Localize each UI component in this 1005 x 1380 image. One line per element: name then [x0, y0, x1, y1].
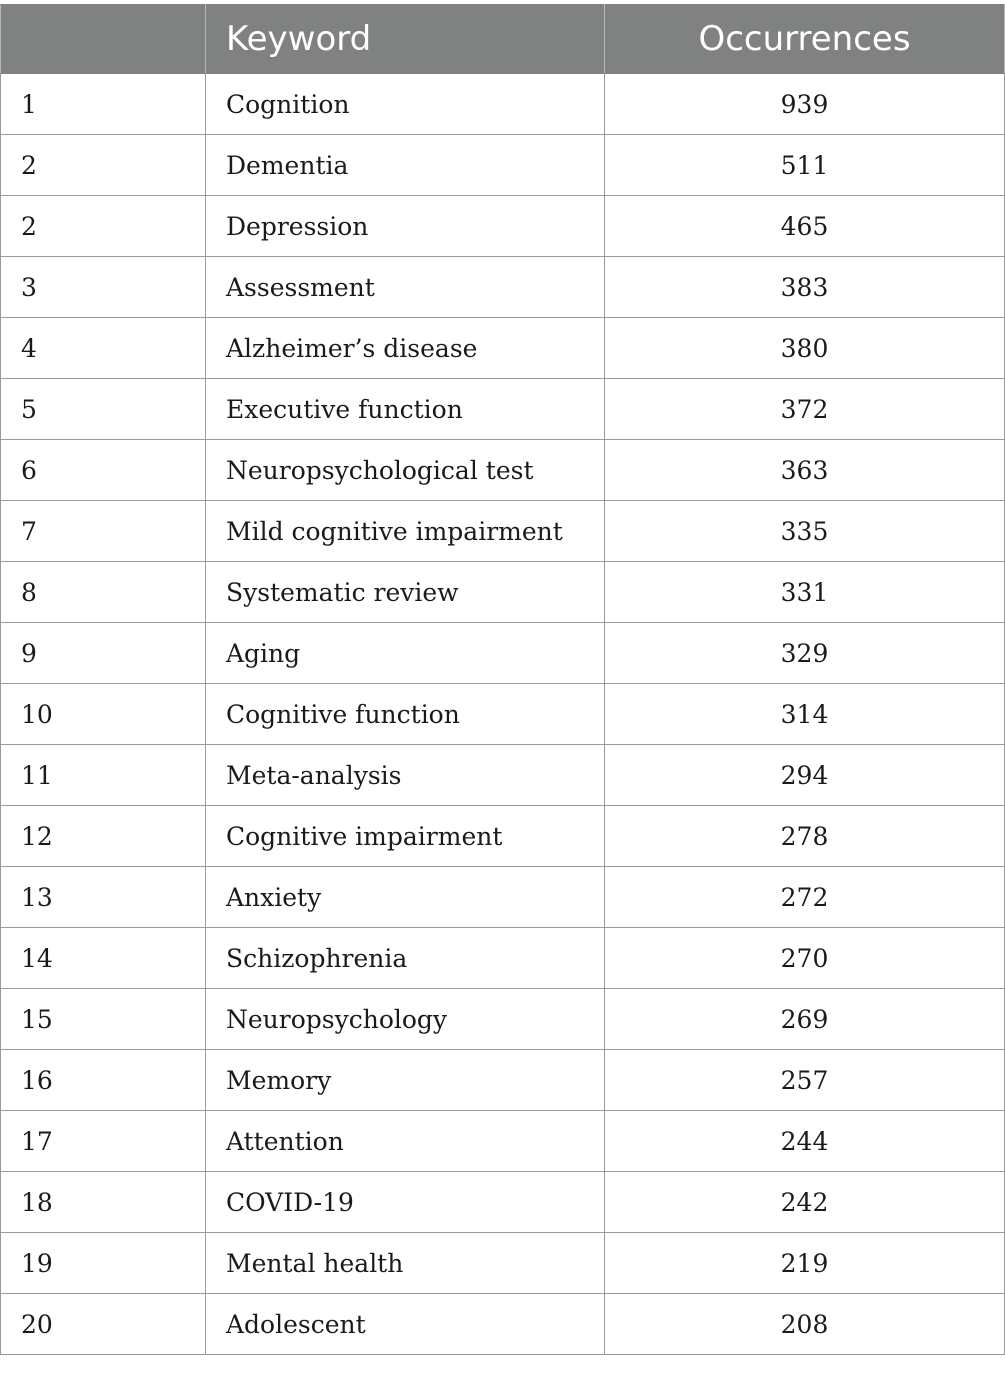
occurrences-cell: 465: [605, 196, 1005, 257]
table-row: [1, 1233, 1005, 1294]
table-row: [1, 562, 1005, 623]
keyword-cell: Depression: [206, 196, 605, 257]
rank-cell: 4: [1, 318, 206, 379]
header-rank: [1, 5, 206, 74]
occurrences-cell: 244: [605, 1111, 1005, 1172]
keyword-cell: Memory: [206, 1050, 605, 1111]
occurrences-cell: 242: [605, 1172, 1005, 1233]
keyword-cell: Neuropsychology: [206, 989, 605, 1050]
keyword-cell: Attention: [206, 1111, 605, 1172]
table-row: [1, 867, 1005, 928]
header-occurrences: Occurrences: [605, 5, 1005, 74]
rank-cell: 14: [1, 928, 206, 989]
keyword-cell: Assessment: [206, 257, 605, 318]
occurrences-cell: 278: [605, 806, 1005, 867]
rank-cell: 3: [1, 257, 206, 318]
table-body: [1, 74, 1005, 1355]
occurrences-cell: 511: [605, 135, 1005, 196]
table-row: [1, 196, 1005, 257]
keyword-occurrences-table: [0, 4, 1005, 1355]
occurrences-cell: 331: [605, 562, 1005, 623]
keyword-cell: Schizophrenia: [206, 928, 605, 989]
table-row: [1, 806, 1005, 867]
table-header: [1, 5, 1005, 74]
rank-cell: 11: [1, 745, 206, 806]
table-row: [1, 1111, 1005, 1172]
rank-cell: 2: [1, 135, 206, 196]
keyword-cell: Neuropsychological test: [206, 440, 605, 501]
keyword-cell: Anxiety: [206, 867, 605, 928]
table-row: [1, 1172, 1005, 1233]
keyword-cell: Cognition: [206, 74, 605, 135]
rank-cell: 6: [1, 440, 206, 501]
table-row: [1, 928, 1005, 989]
table-row: [1, 1294, 1005, 1355]
keyword-cell: Dementia: [206, 135, 605, 196]
rank-cell: 18: [1, 1172, 206, 1233]
rank-cell: 7: [1, 501, 206, 562]
rank-cell: 17: [1, 1111, 206, 1172]
table-row: [1, 989, 1005, 1050]
table-row: [1, 684, 1005, 745]
occurrences-cell: 363: [605, 440, 1005, 501]
table-row: [1, 623, 1005, 684]
table-row: [1, 1050, 1005, 1111]
occurrences-cell: 372: [605, 379, 1005, 440]
occurrences-cell: 314: [605, 684, 1005, 745]
rank-cell: 5: [1, 379, 206, 440]
keyword-cell: Alzheimer’s disease: [206, 318, 605, 379]
keyword-cell: Meta-analysis: [206, 745, 605, 806]
table-row: [1, 74, 1005, 135]
keyword-cell: COVID-19: [206, 1172, 605, 1233]
header-row: [1, 5, 1005, 74]
keyword-cell: Systematic review: [206, 562, 605, 623]
table-row: [1, 745, 1005, 806]
occurrences-cell: 329: [605, 623, 1005, 684]
table-row: [1, 318, 1005, 379]
rank-cell: 2: [1, 196, 206, 257]
keyword-cell: Cognitive function: [206, 684, 605, 745]
occurrences-cell: 257: [605, 1050, 1005, 1111]
keyword-cell: Aging: [206, 623, 605, 684]
occurrences-cell: 335: [605, 501, 1005, 562]
occurrences-cell: 294: [605, 745, 1005, 806]
table-row: [1, 440, 1005, 501]
table-row: [1, 135, 1005, 196]
occurrences-cell: 380: [605, 318, 1005, 379]
rank-cell: 13: [1, 867, 206, 928]
rank-cell: 1: [1, 74, 206, 135]
table-row: [1, 379, 1005, 440]
rank-cell: 10: [1, 684, 206, 745]
rank-cell: 12: [1, 806, 206, 867]
header-keyword: Keyword: [206, 5, 605, 74]
occurrences-cell: 269: [605, 989, 1005, 1050]
rank-cell: 8: [1, 562, 206, 623]
occurrences-cell: 270: [605, 928, 1005, 989]
rank-cell: 15: [1, 989, 206, 1050]
keyword-cell: Adolescent: [206, 1294, 605, 1355]
occurrences-cell: 272: [605, 867, 1005, 928]
keyword-cell: Executive function: [206, 379, 605, 440]
table-row: [1, 501, 1005, 562]
occurrences-cell: 383: [605, 257, 1005, 318]
keyword-cell: Mental health: [206, 1233, 605, 1294]
rank-cell: 16: [1, 1050, 206, 1111]
keyword-cell: Cognitive impairment: [206, 806, 605, 867]
occurrences-cell: 208: [605, 1294, 1005, 1355]
occurrences-cell: 939: [605, 74, 1005, 135]
rank-cell: 20: [1, 1294, 206, 1355]
table-row: [1, 257, 1005, 318]
keyword-cell: Mild cognitive impairment: [206, 501, 605, 562]
rank-cell: 19: [1, 1233, 206, 1294]
occurrences-cell: 219: [605, 1233, 1005, 1294]
rank-cell: 9: [1, 623, 206, 684]
